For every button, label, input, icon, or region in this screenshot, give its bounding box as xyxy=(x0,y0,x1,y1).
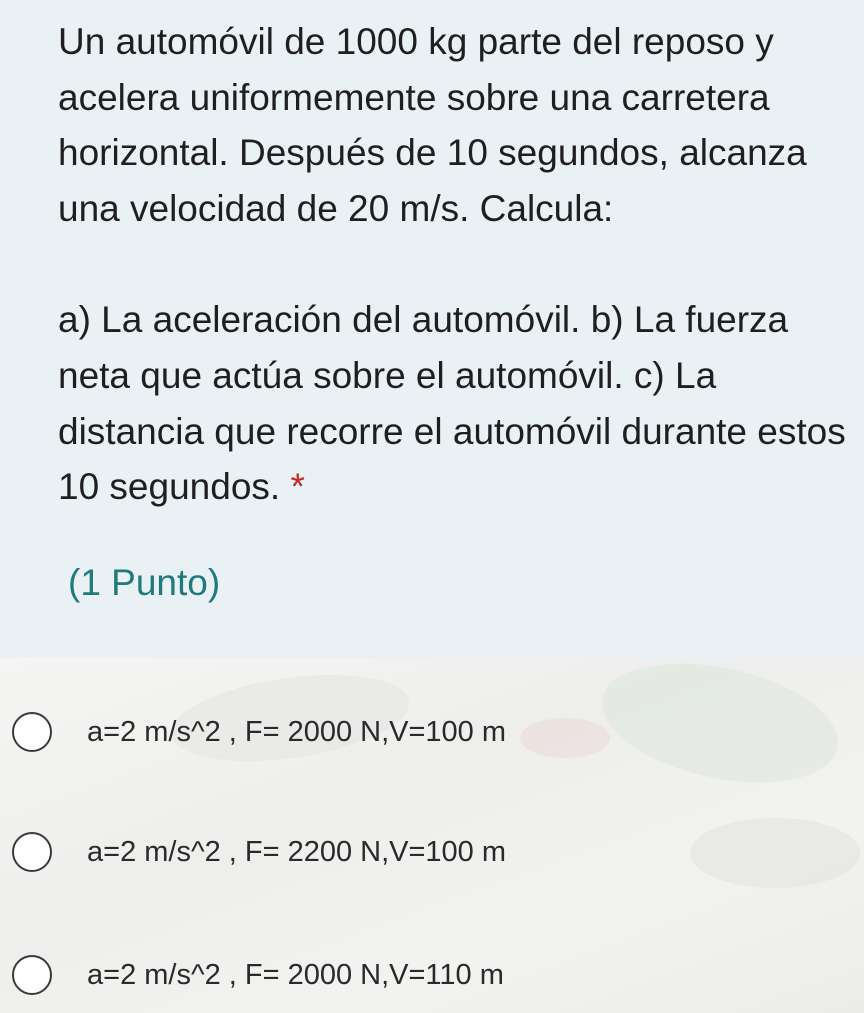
background-decoration xyxy=(690,818,860,888)
radio-button[interactable] xyxy=(12,955,52,995)
required-asterisk: * xyxy=(290,466,305,508)
answer-option-1[interactable] xyxy=(12,712,506,752)
background-decoration xyxy=(520,718,610,758)
answer-option-label[interactable]: a=2 m/s^2 , F= 2000 N,V=110 m xyxy=(87,958,504,991)
answer-option-3[interactable] xyxy=(12,955,504,995)
answer-option-2[interactable] xyxy=(12,832,506,872)
answer-option-label[interactable]: a=2 m/s^2 , F= 2000 N,V=100 m xyxy=(87,715,507,748)
radio-button[interactable] xyxy=(12,712,52,752)
answer-option-label[interactable]: a=2 m/s^2 , F= 2200 N,V=100 m xyxy=(87,835,507,868)
points-label: (1 Punto) xyxy=(68,562,221,603)
question-text xyxy=(58,14,848,515)
question-paragraph-2-text: a) La aceleración del automóvil. b) La fuerza neta que actúa sobre el automóvil. c) La distancia que recorre el automóvil durante estos 10 segundos. xyxy=(58,299,846,508)
question-paragraph-2 xyxy=(58,292,848,514)
radio-button[interactable] xyxy=(12,832,52,872)
question-paragraph-1: Un automóvil de 1000 kg parte del reposo y acelera uniformemente sobre una carretera horizontal. Después de 10 segundos, alcanza una velocidad de 20 m/s. Calcula: xyxy=(58,21,807,229)
paragraph-gap xyxy=(58,236,848,292)
background-decoration xyxy=(591,658,849,802)
